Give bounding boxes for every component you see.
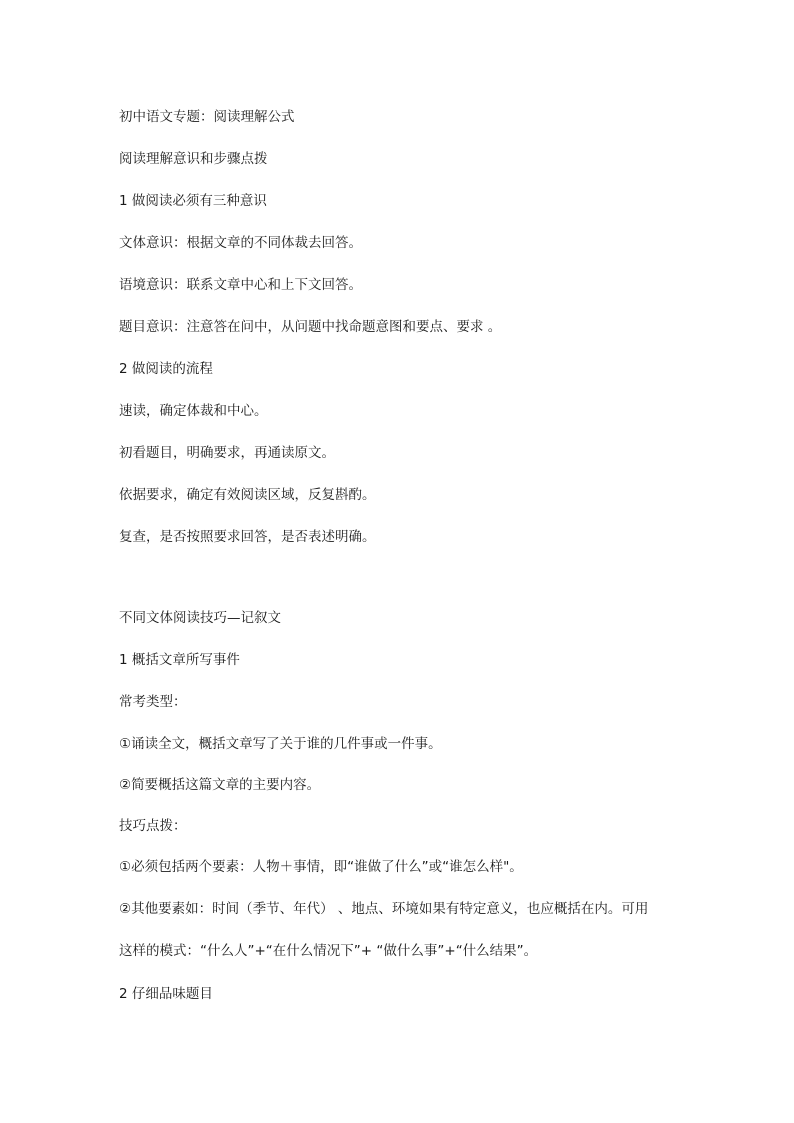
paragraph-line: 常考类型：	[119, 694, 187, 710]
section-heading: 不同文体阅读技巧—记叙文	[119, 610, 281, 626]
paragraph-line: 速读，确定体裁和中心。	[119, 403, 268, 419]
document-title: 初中语文专题：阅读理解公式	[119, 109, 295, 125]
subsection-heading: 1 概括文章所写事件	[119, 652, 240, 668]
subsection-heading: 1 做阅读必须有三种意识	[119, 193, 267, 209]
paragraph-line: ②简要概括这篇文章的主要内容。	[119, 777, 321, 793]
subsection-heading: 2 做阅读的流程	[119, 361, 213, 377]
paragraph-line: 题目意识：注意答在问中，从问题中找命题意图和要点、要求 。	[119, 319, 502, 335]
paragraph-line: 复查，是否按照要求回答，是否表述明确。	[119, 529, 376, 545]
paragraph-line: 技巧点拨：	[119, 818, 187, 834]
paragraph-line: 初看题目，明确要求，再通读原文。	[119, 445, 335, 461]
section-heading: 阅读理解意识和步骤点拨	[119, 151, 268, 167]
subsection-heading: 2 仔细品味题目	[119, 986, 213, 1002]
paragraph-line: ①诵读全文，概括文章写了关于谁的几件事或一件事。	[119, 736, 442, 752]
paragraph-line: 这样的模式：“什么人”+“在什么情况下”+ “做什么事”+“什么结果”。	[119, 943, 538, 959]
paragraph-line: ②其他要素如：时间（季节、年代） 、地点、环境如果有特定意义，也应概括在内。可用	[119, 901, 649, 917]
paragraph-line: 文体意识：根据文章的不同体裁去回答。	[119, 235, 362, 251]
paragraph-line: ①必须包括两个要素：人物＋事情，即“谁做了什么”或“谁怎么样"。	[119, 859, 523, 875]
paragraph-line: 语境意识：联系文章中心和上下文回答。	[119, 277, 362, 293]
paragraph-line: 依据要求，确定有效阅读区域，反复斟酌。	[119, 487, 376, 503]
